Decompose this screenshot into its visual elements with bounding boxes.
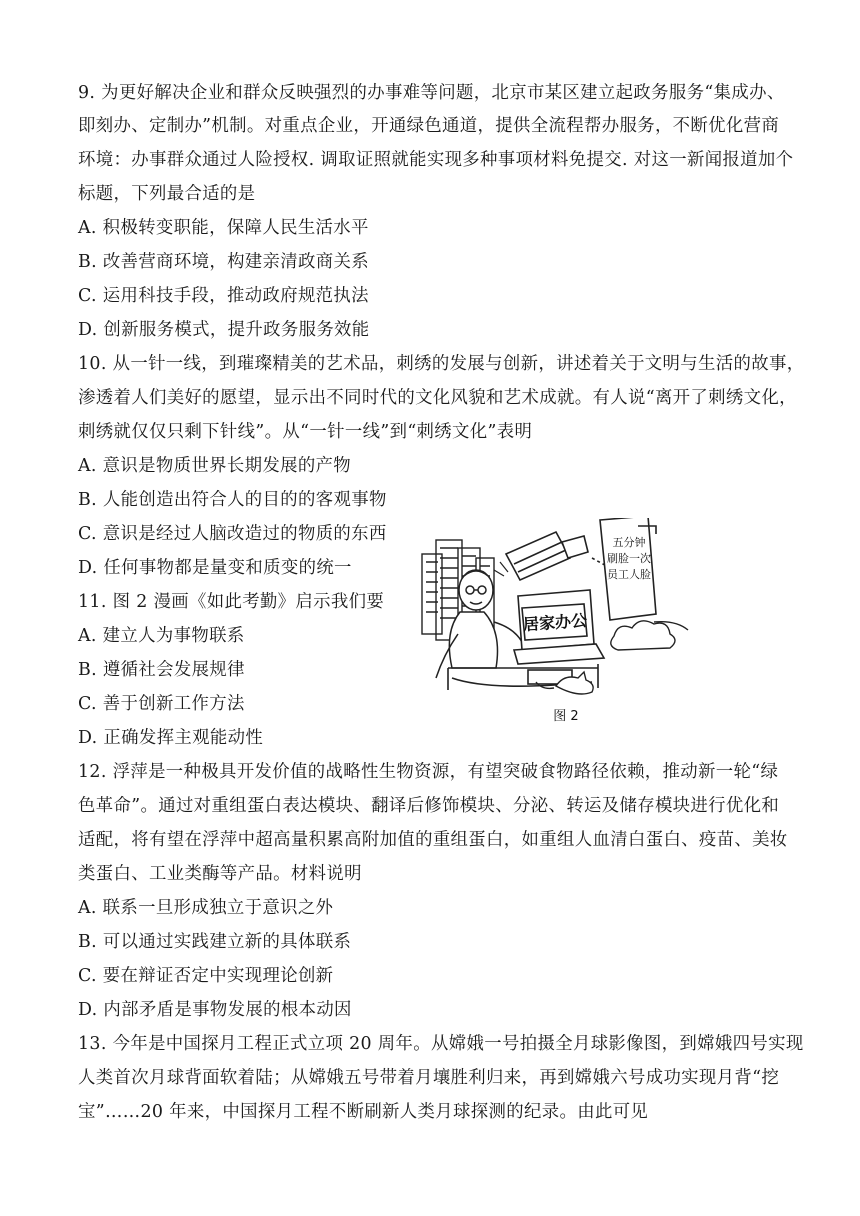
q12-option-a: A. 联系一旦形成独立于意识之外 [78,898,334,918]
sign-text-1: 五分钟 [612,536,646,549]
q9-line-3: 环境：办事群众通过人险授权. 调取证照就能实现多种事项材料免提交. 对这一新闻报道加个 [78,150,794,170]
sign-text-3: 员工人脸 [607,568,651,581]
q12-line-4: 类蛋白、工业类酶等产品。材料说明 [78,864,362,884]
q9-line-4: 标题，下列最合适的是 [78,184,256,204]
q12-option-c: C. 要在辩证否定中实现理论创新 [78,966,334,986]
q11-line-1: 11. 图 2 漫画《如此考勤》启示我们要 [78,592,385,612]
q12-option-b: B. 可以通过实践建立新的具体联系 [78,932,352,952]
q11-option-b: B. 遵循社会发展规律 [78,660,245,680]
q10-option-a: A. 意识是物质世界长期发展的产物 [78,456,352,476]
sign-text-2: 刷脸一次 [607,552,651,565]
cartoon-figure [418,518,738,728]
q10-option-b: B. 人能创造出符合人的目的的客观事物 [78,490,387,510]
laptop-screen-text: 居家办公 [522,610,588,635]
q11-option-c: C. 善于创新工作方法 [78,694,245,714]
q9-line-2: 即刻办、定制办”机制。对重点企业，开通绿色通道，提供全流程帮办服务，不断优化营商 [78,116,780,136]
q11-option-d: D. 正确发挥主观能动性 [78,728,264,748]
q12-line-3: 适配，将有望在浮萍中超高量积累高附加值的重组蛋白，如重组人血清白蛋白、疫苗、美妆 [78,830,788,850]
cloud-sketch [611,621,688,650]
person-sketch [436,570,522,678]
q12-option-d: D. 内部矛盾是事物发展的根本动因 [78,1000,352,1020]
q9-option-a: A. 积极转变职能，保障人民生活水平 [78,218,369,238]
q9-line-1: 9. 为更好解决企业和群众反映强烈的办事难等问题，北京市某区建立起政务服务“集成办、 [78,83,785,103]
q11-option-a: A. 建立人为事物联系 [78,626,245,646]
paper-sketch [494,562,508,576]
q10-option-d: D. 任何事物都是量变和质变的统一 [78,558,352,578]
q9-option-c: C. 运用科技手段，推动政府规范执法 [78,286,369,306]
q10-line-1: 10. 从一针一线，到璀璨精美的艺术品，刺绣的发展与创新，讲述着关于文明与生活的故事， [78,354,805,374]
figure-caption: 图 2 [553,709,579,724]
q9-option-b: B. 改善营商环境，构建亲清政商关系 [78,252,369,272]
q10-line-3: 刺绣就仅仅只剩下针线”。从“一针一线”到“刺绣文化”表明 [78,422,533,442]
cat-sketch [536,672,593,694]
q9-option-d: D. 创新服务模式，提升政务服务效能 [78,320,370,340]
q13-line-3: 宝”……20 年来，中国探月工程不断刷新人类月球探测的纪录。由此可见 [78,1102,649,1122]
q10-option-c: C. 意识是经过人脑改造过的物质的东西 [78,524,387,544]
q13-line-1: 13. 今年是中国探月工程正式立项 20 周年。从嫦娥一号拍摄全月球影像图，到嫦娥四号实现 [78,1034,804,1054]
q12-line-2: 色革命”。通过对重组蛋白表达模块、翻译后修饰模块、分泌、转运及储存模块进行优化和 [78,796,780,816]
q13-line-2: 人类首次月球背面软着陆；从嫦娥五号带着月壤胜利归来，再到嫦娥六号成功实现月背“挖 [78,1068,780,1088]
q12-line-1: 12. 浮萍是一种极具开发价值的战略性生物资源，有望突破食物路径依赖，推动新一轮“绿 [78,762,779,782]
q10-line-2: 渗透着人们美好的愿望，显示出不同时代的文化风貌和艺术成就。有人说“离开了刺绣文化， [78,388,797,408]
